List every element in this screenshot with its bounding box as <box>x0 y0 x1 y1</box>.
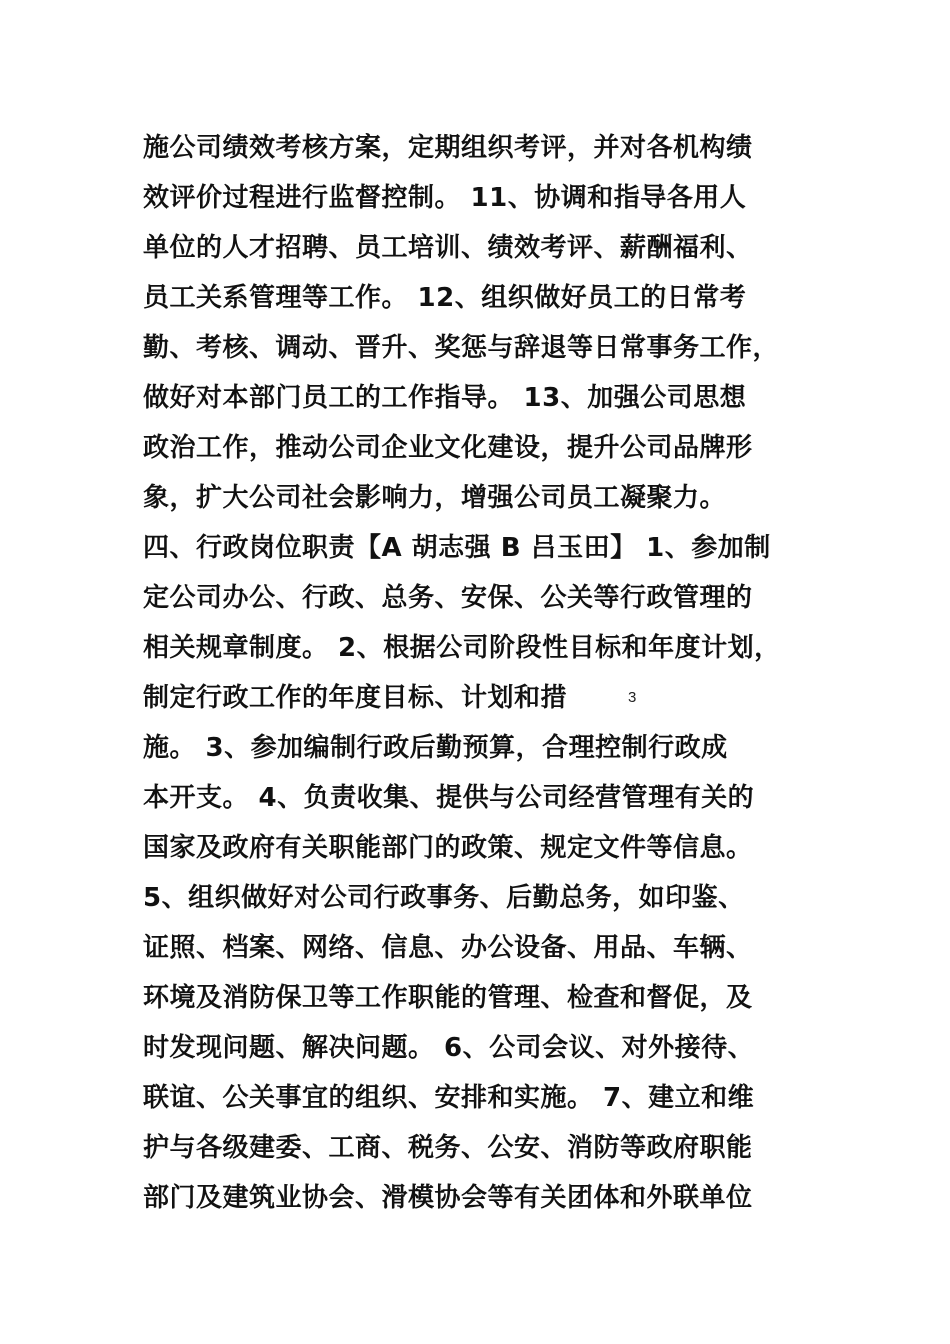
text-line: 勤、考核、调动、晋升、奖惩与辞退等日常事务工作， <box>143 333 780 363</box>
text-line: 部门及建筑业协会、滑模协会等有关团体和外联单位 <box>143 1183 753 1213</box>
text-line: 做好对本部门员工的工作指导。 13、加强公司思想 <box>143 383 747 413</box>
text-line: 政治工作，推动公司企业文化建设，提升公司品牌形 <box>143 433 753 463</box>
text-line: 单位的人才招聘、员工培训、绩效考评、薪酬福利、 <box>143 233 753 263</box>
text-line: 定公司办公、行政、总务、安保、公关等行政管理的 <box>143 583 753 613</box>
text-line: 护与各级建委、工商、税务、公安、消防等政府职能 <box>143 1133 753 1163</box>
text-line: 施公司绩效考核方案，定期组织考评，并对各机构绩 <box>143 133 753 163</box>
text-line: 制定行政工作的年度目标、计划和措 <box>143 683 568 713</box>
text-line: 时发现问题、解决问题。 6、公司会议、对外接待、 <box>143 1033 755 1063</box>
text-line: 四、行政岗位职责【A 胡志强 B 吕玉田】 1、参加制 <box>143 533 771 563</box>
text-line: 5、组织做好对公司行政事务、后勤总务，如印鉴、 <box>143 883 745 913</box>
text-line: 国家及政府有关职能部门的政策、规定文件等信息。 <box>143 833 753 863</box>
page-number: 3 <box>628 689 637 706</box>
text-line: 员工关系管理等工作。 12、组织做好员工的日常考 <box>143 283 747 313</box>
text-line: 环境及消防保卫等工作职能的管理、检查和督促，及 <box>143 983 753 1013</box>
text-line: 效评价过程进行监督控制。 11、协调和指导各用人 <box>143 183 747 213</box>
text-line: 相关规章制度。 2、根据公司阶段性目标和年度计划， <box>143 633 781 663</box>
text-line: 证照、档案、网络、信息、办公设备、用品、车辆、 <box>143 933 753 963</box>
text-line: 施。 3、参加编制行政后勤预算，合理控制行政成 <box>143 733 728 763</box>
text-line: 本开支。 4、负责收集、提供与公司经营管理有关的 <box>143 783 755 813</box>
text-line: 联谊、公关事宜的组织、安排和实施。 7、建立和维 <box>143 1083 755 1113</box>
text-line: 象，扩大公司社会影响力，增强公司员工凝聚力。 <box>143 483 727 513</box>
